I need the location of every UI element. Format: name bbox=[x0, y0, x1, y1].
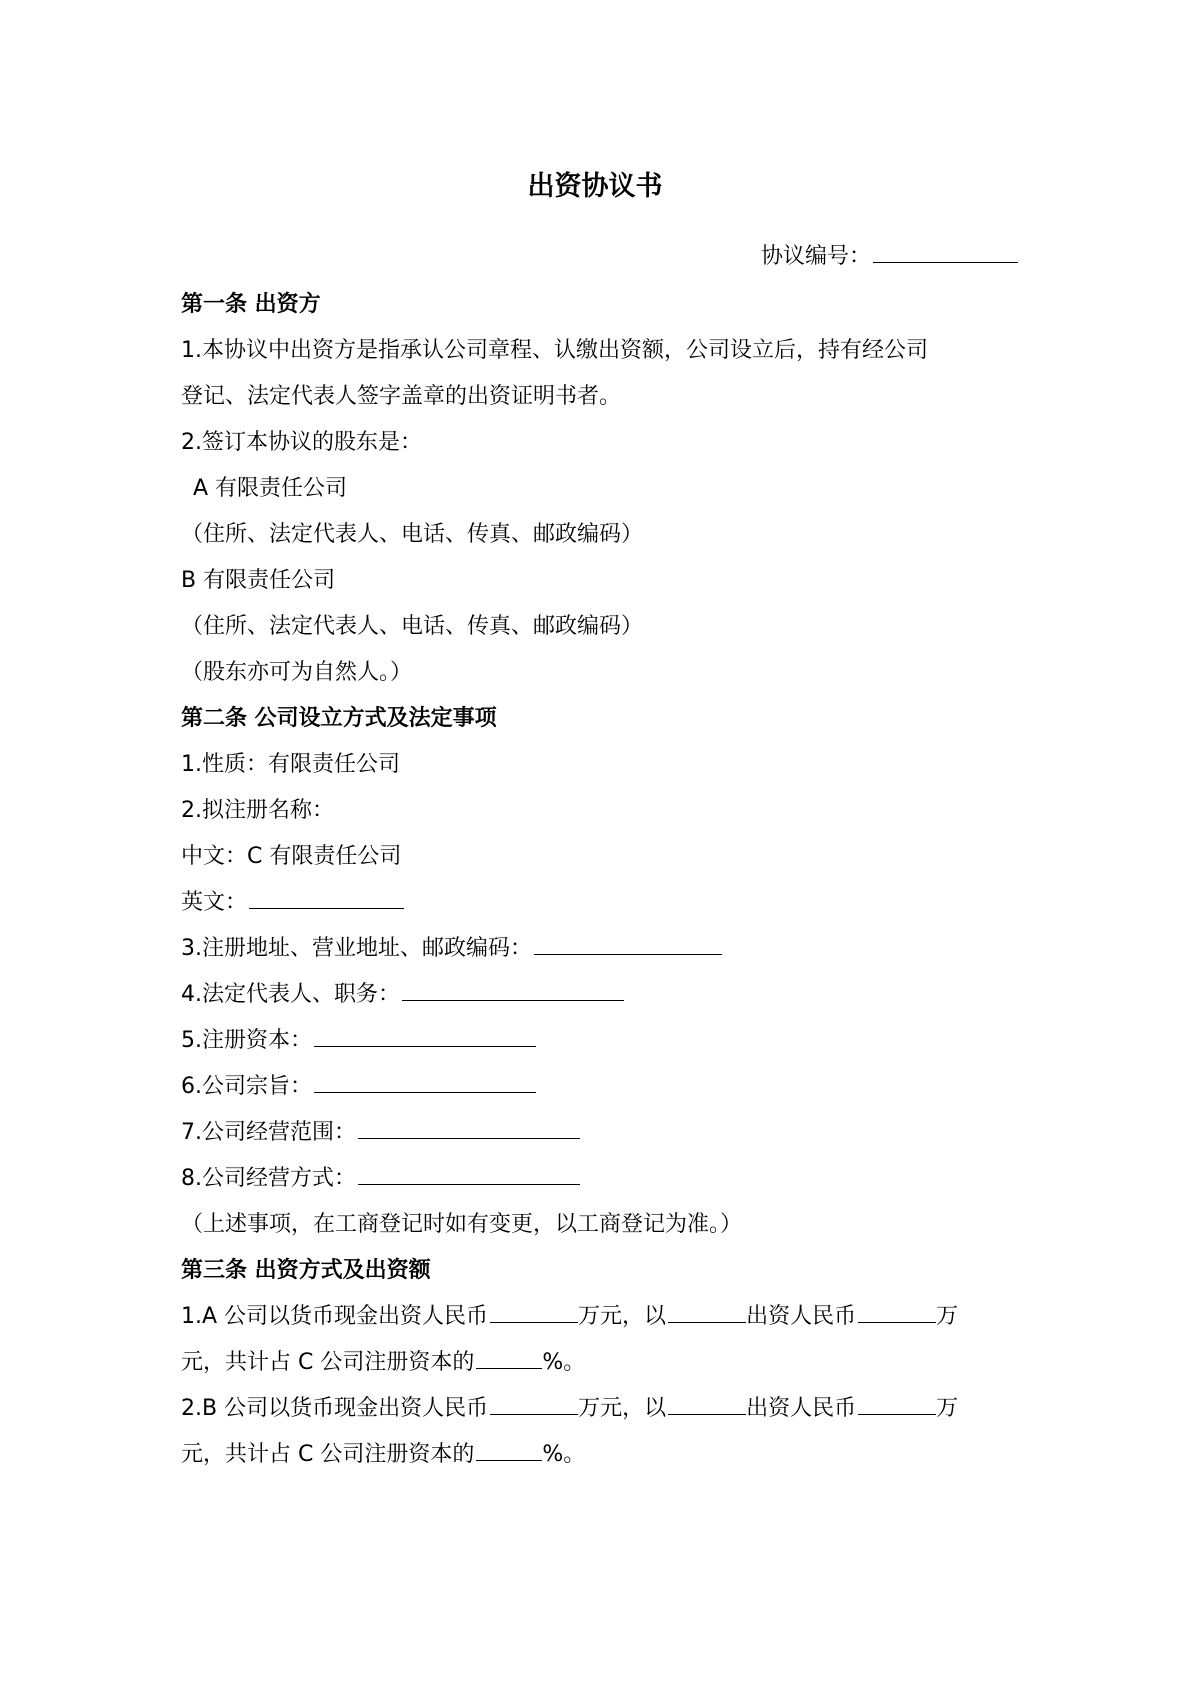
item-nature: 1.性质：有限责任公司 bbox=[181, 752, 400, 777]
item-registered-capital bbox=[181, 1018, 1019, 1064]
purpose-label: 6.公司宗旨： bbox=[181, 1074, 312, 1099]
english-name-label: 英文： bbox=[181, 890, 248, 915]
article-1-para-1a: 1.本协议中出资方是指承认公司章程、认缴出资额，公司设立后，持有经公司 bbox=[181, 338, 928, 363]
contribution-b-wan: 万 bbox=[936, 1396, 959, 1421]
shareholder-b-info: （住所、法定代表人、电话、传真、邮政编码） bbox=[181, 614, 644, 639]
contribution-b-total-label: 元，共计占 C 公司注册资本的 bbox=[181, 1442, 475, 1467]
article-2-heading: 第二条 公司设立方式及法定事项 bbox=[181, 706, 497, 731]
contribution-a-line-1 bbox=[181, 1294, 1019, 1340]
contribution-a-wan: 万 bbox=[936, 1304, 959, 1329]
shareholder-b: B 有限责任公司 bbox=[181, 568, 336, 593]
document-title: 出资协议书 bbox=[527, 171, 663, 202]
shareholder-a: A 有限责任公司 bbox=[193, 476, 348, 501]
contribution-a-percent-blank[interactable] bbox=[476, 1346, 542, 1369]
document-body bbox=[181, 282, 1019, 1478]
address-label: 3.注册地址、营业地址、邮政编码： bbox=[181, 936, 532, 961]
article-2-note: （上述事项，在工商登记时如有变更，以工商登记为准。） bbox=[181, 1212, 743, 1237]
article-1-para-2: 2.签订本协议的股东是： bbox=[181, 430, 422, 455]
contribution-a-label: 1.A 公司以货币现金出资人民币 bbox=[181, 1304, 489, 1329]
contribution-a-rmb-label: 出资人民币 bbox=[746, 1304, 857, 1329]
article-1-para-1b: 登记、法定代表人签字盖章的出资证明书者。 bbox=[181, 384, 622, 409]
shareholder-a-info: （住所、法定代表人、电话、传真、邮政编码） bbox=[181, 522, 644, 547]
legal-rep-label: 4.法定代表人、职务： bbox=[181, 982, 400, 1007]
contribution-a-method-blank[interactable] bbox=[668, 1300, 746, 1323]
contribution-a-line-2 bbox=[181, 1340, 1019, 1386]
article-3-heading: 第三条 出资方式及出资额 bbox=[181, 1258, 431, 1283]
item-purpose bbox=[181, 1064, 1019, 1110]
purpose-blank[interactable] bbox=[314, 1070, 536, 1093]
article-1-heading: 第一条 出资方 bbox=[181, 292, 321, 317]
contribution-b-rmb-label: 出资人民币 bbox=[746, 1396, 857, 1421]
contribution-a-cash-blank[interactable] bbox=[490, 1300, 578, 1323]
business-scope-blank[interactable] bbox=[358, 1116, 580, 1139]
item-chinese-name: 中文：C 有限责任公司 bbox=[181, 844, 402, 869]
contribution-b-line-1 bbox=[181, 1386, 1019, 1432]
english-name-blank[interactable] bbox=[249, 886, 404, 909]
contribution-b-percent-blank[interactable] bbox=[476, 1438, 542, 1461]
contribution-a-amount-blank[interactable] bbox=[858, 1300, 936, 1323]
item-proposed-name: 2.拟注册名称： bbox=[181, 798, 334, 823]
item-legal-rep bbox=[181, 972, 1019, 1018]
contribution-b-line-2 bbox=[181, 1432, 1019, 1478]
agreement-number-blank[interactable] bbox=[873, 240, 1018, 263]
business-scope-label: 7.公司经营范围： bbox=[181, 1120, 356, 1145]
legal-rep-blank[interactable] bbox=[402, 978, 624, 1001]
contribution-a-unit: 万元，以 bbox=[578, 1304, 667, 1329]
business-mode-blank[interactable] bbox=[358, 1162, 580, 1185]
contribution-b-cash-blank[interactable] bbox=[490, 1392, 578, 1415]
contribution-b-percent-sign: %。 bbox=[542, 1442, 586, 1467]
contribution-b-unit: 万元，以 bbox=[578, 1396, 667, 1421]
contribution-a-total-label: 元，共计占 C 公司注册资本的 bbox=[181, 1350, 475, 1375]
registered-capital-blank[interactable] bbox=[314, 1024, 536, 1047]
item-business-mode bbox=[181, 1156, 1019, 1202]
agreement-number-line bbox=[761, 240, 1018, 271]
address-blank[interactable] bbox=[534, 932, 722, 955]
contribution-b-method-blank[interactable] bbox=[668, 1392, 746, 1415]
item-address bbox=[181, 926, 1019, 972]
registered-capital-label: 5.注册资本： bbox=[181, 1028, 312, 1053]
contribution-a-percent-sign: %。 bbox=[542, 1350, 586, 1375]
item-business-scope bbox=[181, 1110, 1019, 1156]
business-mode-label: 8.公司经营方式： bbox=[181, 1166, 356, 1191]
contribution-b-label: 2.B 公司以货币现金出资人民币 bbox=[181, 1396, 489, 1421]
contribution-b-amount-blank[interactable] bbox=[858, 1392, 936, 1415]
item-english-name bbox=[181, 880, 1019, 926]
agreement-number-label: 协议编号： bbox=[760, 244, 871, 269]
shareholder-note: （股东亦可为自然人。） bbox=[181, 660, 413, 685]
